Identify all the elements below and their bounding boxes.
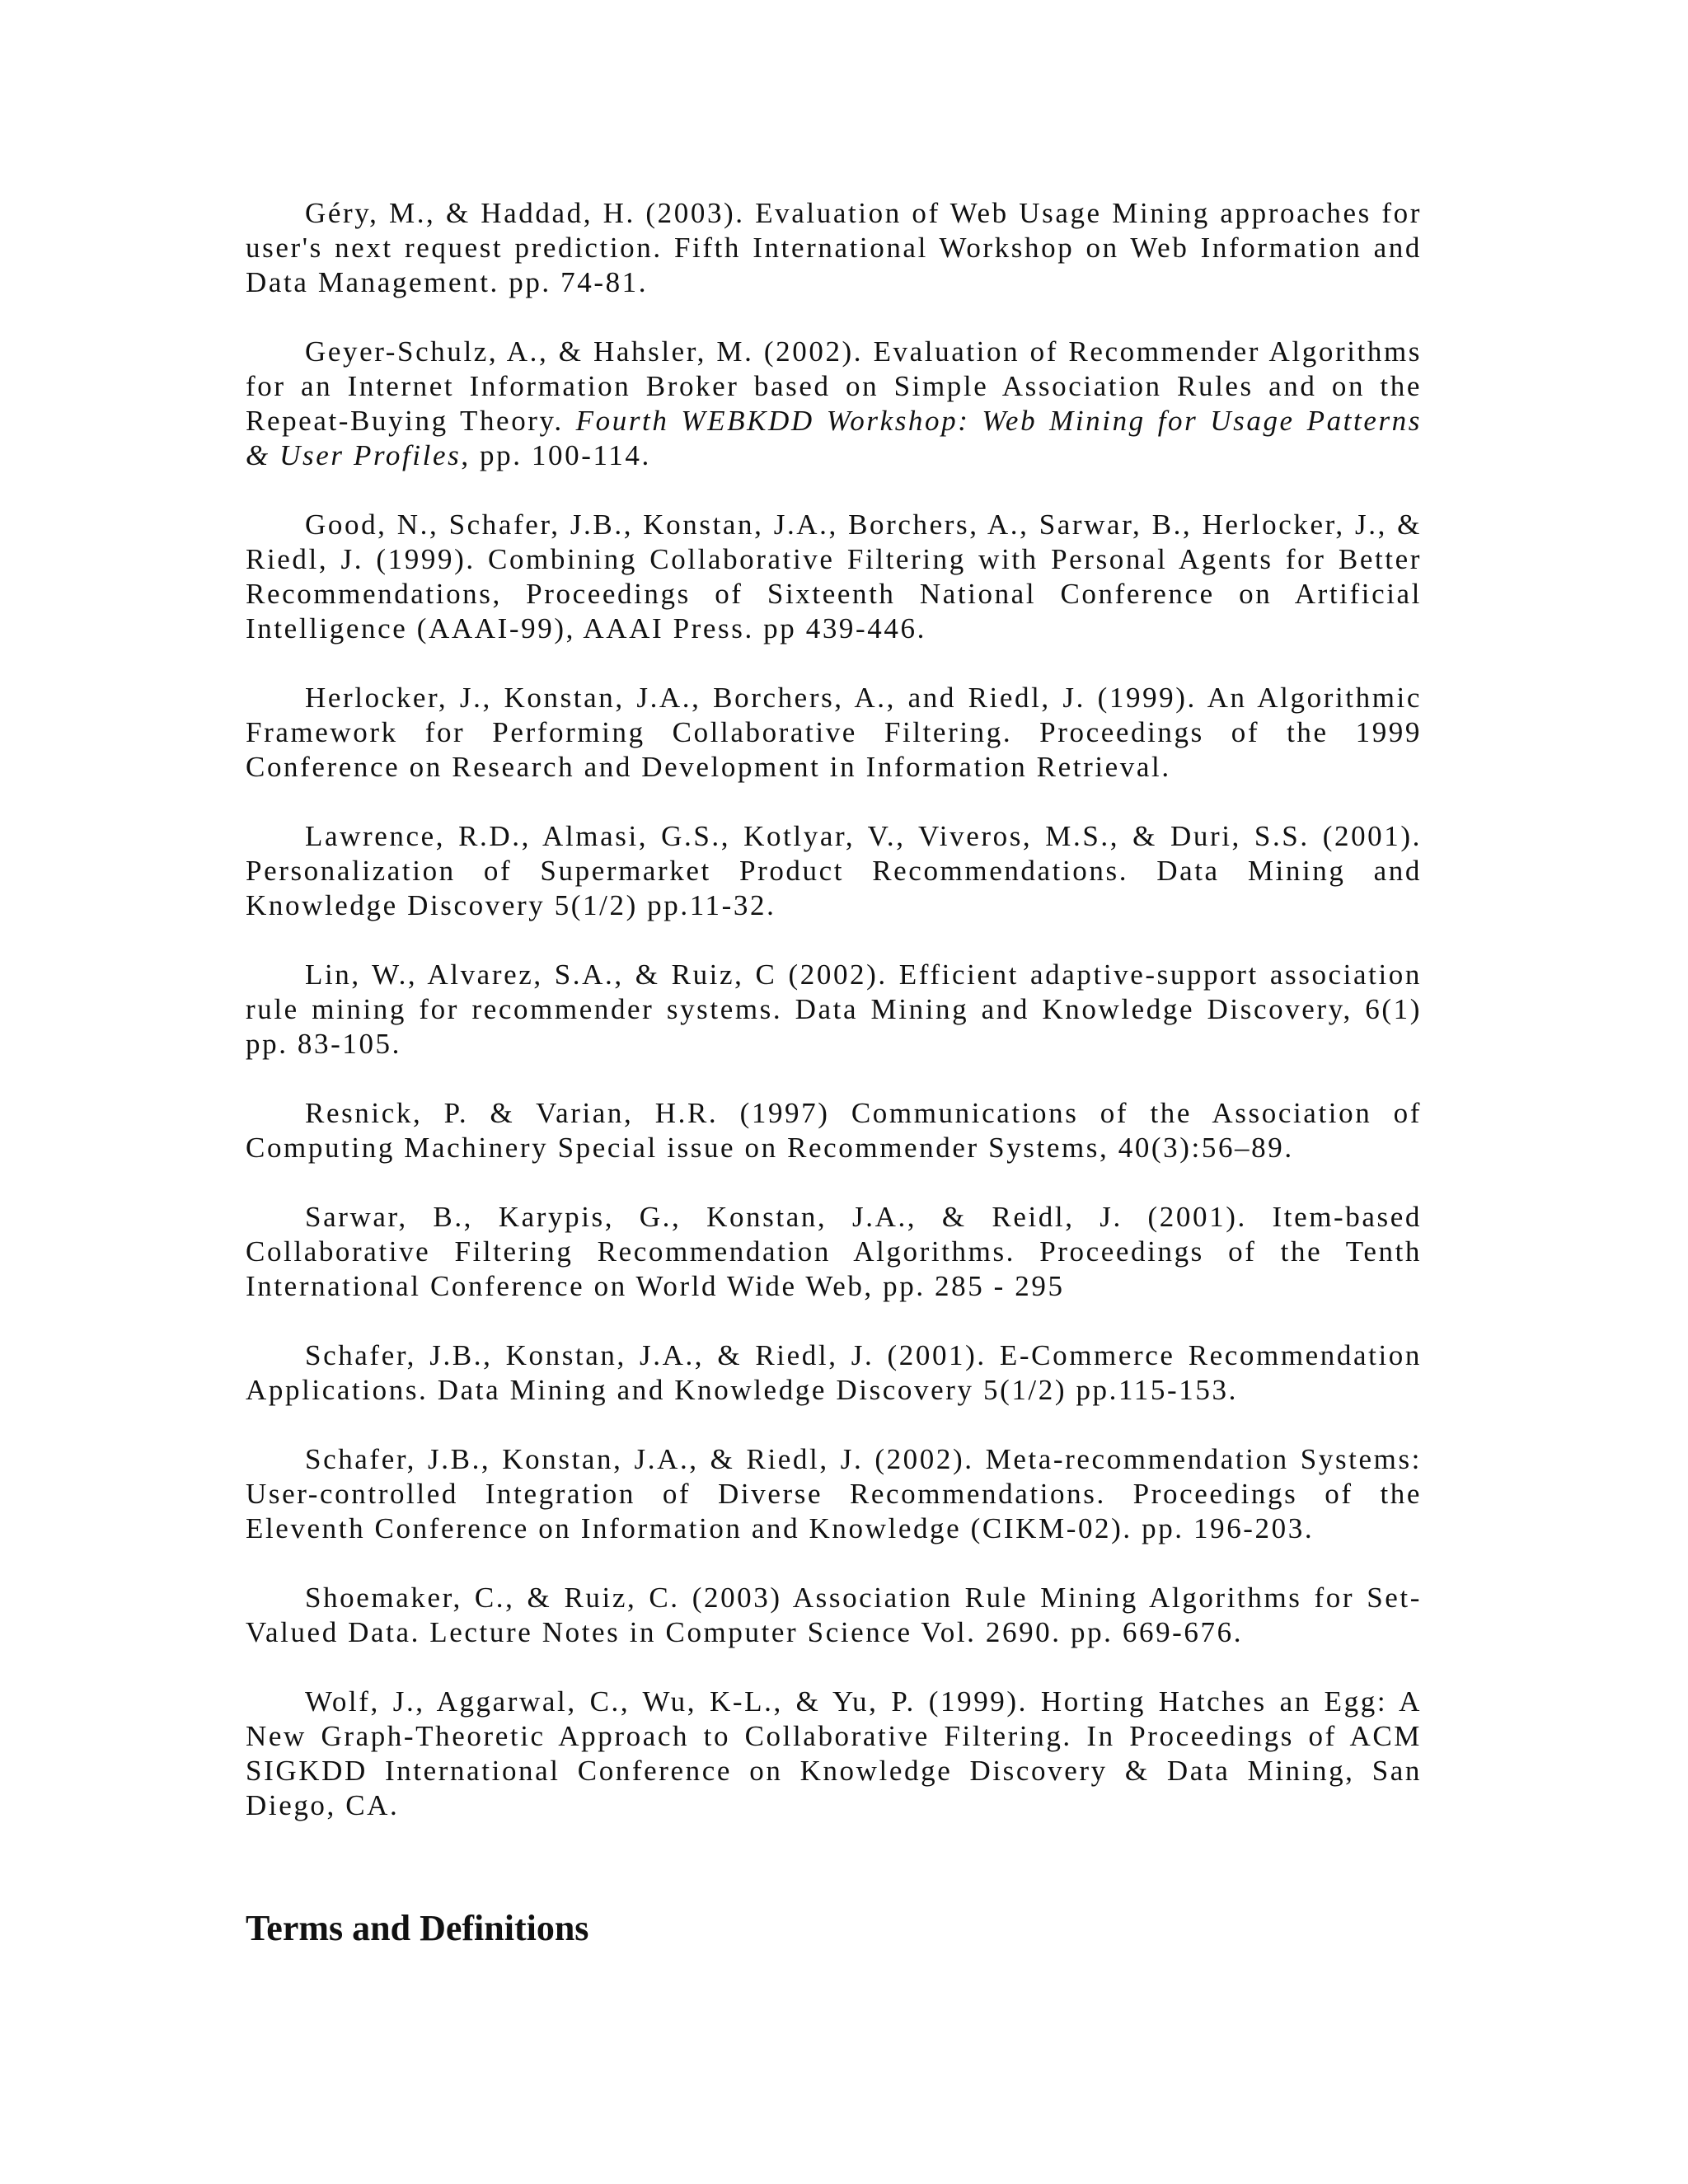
reference-lawrence-2001: Lawrence, R.D., Almasi, G.S., Kotlyar, V., Viveros, M.S., & Duri, S.S. (2001). Personalization of Supermarket Product Recommendations. Data Mining and Knowledge Discovery 5(1/2) pp.11-32.: [246, 820, 1422, 921]
reference-venue-italic: Fourth WEBKDD Workshop: Web Mining for Usage Patterns & User Profiles: [246, 405, 1422, 471]
reference-sarwar-2001: Sarwar, B., Karypis, G., Konstan, J.A., & Reidl, J. (2001). Item-based Collaborative Filtering Recommendation Algorithms. Proceedings of the Tenth International Conference on World Wide Web, pp. 285 - 295: [246, 1201, 1422, 1302]
document-page: [246, 196, 1422, 1950]
reference-lin-2002: Lin, W., Alvarez, S.A., & Ruiz, C (2002). Efficient adaptive-support association rule mining for recommender systems. Data Mining and Knowledge Discovery, 6(1) pp. 83-105.: [246, 958, 1422, 1060]
reference-resnick-1997: Resnick, P. & Varian, H.R. (1997) Communications of the Association of Computing Machinery Special issue on Recommender Systems, 40(3):56–89.: [246, 1097, 1422, 1164]
reference-gery-2003: Géry, M., & Haddad, H. (2003). Evaluation of Web Usage Mining approaches for user's next request prediction. Fifth International Workshop on Web Information and Data Management. pp. 74-81.: [246, 197, 1422, 298]
reference-schafer-2002: Schafer, J.B., Konstan, J.A., & Riedl, J. (2002). Meta-recommendation Systems: User-controlled Integration of Diverse Recommendations. Proceedings of the Eleventh Conference on Information and Knowledge (CIKM-02). pp. 196-203.: [246, 1443, 1422, 1544]
reference-good-1999: Good, N., Schafer, J.B., Konstan, J.A., Borchers, A., Sarwar, B., Herlocker, J., & Riedl, J. (1999). Combining Collaborative Filtering with Personal Agents for Better Recommendations, Proceedings of Sixteenth National Conference on Artificial Intelligence (AAAI-99), AAAI Press. pp 439-446.: [246, 509, 1422, 644]
reference-wolf-1999: Wolf, J., Aggarwal, C., Wu, K-L., & Yu, P. (1999). Horting Hatches an Egg: A New Graph-Theoretic Approach to Collaborative Filtering. In Proceedings of ACM SIGKDD International Conference on Knowledge Discovery & Data Mining, San Diego, CA.: [246, 1685, 1422, 1821]
reference-geyer-schulz-2002: [246, 335, 1422, 473]
reference-text: Geyer-Schulz, A., & Hahsler, M. (2002). Evaluation of Recommender Algorithms for an Internet Information Broker based on Simple Association Rules and on the Repeat-Buying Theory.: [246, 335, 1422, 437]
section-heading-terms-and-definitions: Terms and Definitions: [246, 1908, 589, 1948]
reference-shoemaker-2003: Shoemaker, C., & Ruiz, C. (2003) Association Rule Mining Algorithms for Set-Valued Data. Lecture Notes in Computer Science Vol. 2690. pp. 669-676.: [246, 1582, 1422, 1648]
reference-herlocker-1999: Herlocker, J., Konstan, J.A., Borchers, A., and Riedl, J. (1999). An Algorithmic Framework for Performing Collaborative Filtering. Proceedings of the 1999 Conference on Research and Development in Information Retrieval.: [246, 682, 1422, 783]
reference-text: , pp. 100-114.: [461, 439, 651, 471]
reference-schafer-2001: Schafer, J.B., Konstan, J.A., & Riedl, J. (2001). E-Commerce Recommendation Applications. Data Mining and Knowledge Discovery 5(1/2) pp.115-153.: [246, 1339, 1422, 1406]
